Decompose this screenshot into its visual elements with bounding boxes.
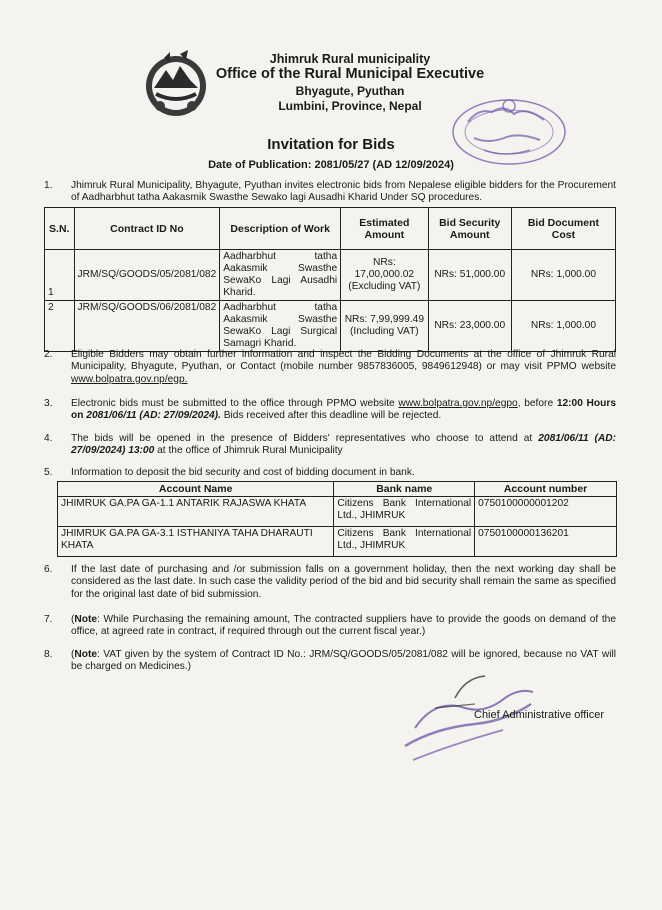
table-cell: 1 bbox=[45, 250, 75, 301]
page-title: Invitation for Bids bbox=[267, 136, 395, 153]
egpo-link[interactable]: www.bolpatra.gov.np/egpo bbox=[398, 398, 518, 409]
table-cell: Citizens Bank International Ltd., JHIMRUK bbox=[334, 497, 475, 527]
municipality-name: Jhimruk Rural municipality bbox=[269, 52, 431, 66]
table-row bbox=[58, 527, 617, 557]
item-number: 1. bbox=[44, 180, 53, 191]
item-body: Eligible Bidders may obtain further information and inspect the Bidding Documents at the office of Jhimruk Rural Municipality, Bhyagute, Pyuthan, or Contact (mobile number 9857836005, 9849612948) or may visit PPMO website bbox=[71, 349, 616, 373]
opening-date: 2081/06/11 (AD: 27/09/2024) 13:00 bbox=[71, 433, 616, 457]
column-header: Estimated Amount bbox=[341, 208, 428, 250]
note-label: Note bbox=[74, 649, 98, 660]
item-body: Electronic bids must be submitted to the office through PPMO website bbox=[71, 398, 395, 409]
bank-accounts-table bbox=[57, 481, 617, 557]
table-cell: NRs: 17,00,000.02 (Excluding VAT) bbox=[341, 250, 428, 301]
list-item-1 bbox=[44, 180, 616, 206]
item-number: 5. bbox=[44, 467, 53, 478]
table-cell: JHIMRUK GA.PA GA-3.1 ISTHANIYA TAHA DHARAUTI KHATA bbox=[58, 527, 334, 557]
item-body: The bids will be opened in the presence of Bidders' representatives who choose to attend at bbox=[71, 433, 533, 444]
item-body: : While Purchasing the remaining amount, The contracted suppliers have to provide the goods on demand of the office, at agreed rate in contract, if required through out the current fiscal year.) bbox=[71, 614, 616, 638]
list-item-6 bbox=[44, 564, 616, 602]
column-header: Bid Security Amount bbox=[428, 208, 511, 250]
column-header: Contract ID No bbox=[74, 208, 220, 250]
office-name: Office of the Rural Municipal Executive bbox=[215, 66, 485, 82]
item-text: If the last date of purchasing and /or submission falls on a government holiday, then the next working day shall be considered as the last date. In such case the validity period of the bid and bid security shall remain the same as specified for the original last date of bid submission. bbox=[71, 564, 616, 600]
item-text bbox=[71, 433, 616, 458]
table-cell: 0750100000136201 bbox=[475, 527, 617, 557]
table-cell: Aadharbhut tatha Aakasmik Swasthe SewaKo Lagi Surgical Samagri Kharid. bbox=[220, 301, 341, 352]
table-row bbox=[45, 250, 616, 301]
publication-date: Date of Publication: 2081/05/27 (AD 12/09/2024) bbox=[208, 159, 454, 171]
table-cell: NRs: 51,000.00 bbox=[428, 250, 511, 301]
table-row bbox=[58, 497, 617, 527]
item-number: 6. bbox=[44, 564, 53, 575]
column-header: S.N. bbox=[45, 208, 75, 250]
column-header: Bid Document Cost bbox=[511, 208, 615, 250]
table-cell: JRM/SQ/GOODS/06/2081/082 bbox=[74, 301, 220, 352]
item-text: Information to deposit the bid security and cost of bidding document in bank. bbox=[71, 467, 415, 478]
table-cell: 0750100000001202 bbox=[475, 497, 617, 527]
table-cell: JRM/SQ/GOODS/05/2081/082 bbox=[74, 250, 220, 301]
deadline-time: 12:00 Hours bbox=[556, 398, 616, 409]
item-number: 4. bbox=[44, 433, 53, 444]
table-cell: Citizens Bank International Ltd., JHIMRUK bbox=[334, 527, 475, 557]
deadline-date: 2081/06/11 (AD: 27/09/2024). bbox=[86, 410, 221, 422]
table-cell: Aadharbhut tatha Aakasmik Swasthe SewaKo Lagi Ausadhi Kharid. bbox=[220, 250, 341, 301]
column-header: Description of Work bbox=[220, 208, 341, 250]
list-item-5 bbox=[44, 467, 616, 480]
column-header: Account number bbox=[475, 482, 617, 497]
table-row bbox=[45, 301, 616, 352]
table-cell: 2 bbox=[45, 301, 75, 352]
table-cell: NRs: 23,000.00 bbox=[428, 301, 511, 352]
item-number: 3. bbox=[44, 398, 53, 409]
signature-label: Chief Administrative officer bbox=[474, 709, 605, 721]
list-item-7 bbox=[44, 614, 616, 640]
item-text: Jhimruk Rural Municipality, Bhyagute, Pyuthan invites electronic bids from Nepalese eligible bidders for the Procurement of Aadharbhut tatha Aakasmik Swasthe Sewako lagi Ausadhi Kharid Under SQ procedures. bbox=[71, 180, 616, 204]
item-number: 7. bbox=[44, 614, 53, 625]
item-text: (Note: VAT given by the system of Contract ID No.: JRM/SQ/GOODS/05/2081/082 will be ignored, because no VAT will be charged on Medicines.) bbox=[71, 649, 616, 673]
note-label: Note bbox=[74, 614, 98, 625]
address-line-2: Lumbini, Province, Nepal bbox=[278, 99, 422, 113]
list-item-4 bbox=[44, 433, 616, 459]
item-text bbox=[71, 398, 616, 423]
bids-table bbox=[44, 207, 616, 352]
column-header: Account Name bbox=[58, 482, 334, 497]
list-item-2 bbox=[44, 349, 616, 387]
ppmo-link[interactable]: www.bolpatra.gov.np/egp. bbox=[71, 373, 188, 385]
item-body: Bids received after this deadline will be rejected. bbox=[223, 410, 442, 422]
list-item-3 bbox=[44, 398, 616, 424]
table-header-row bbox=[45, 208, 616, 250]
item-body: , before bbox=[517, 398, 554, 409]
table-cell: NRs: 7,99,999.49 (Including VAT) bbox=[341, 301, 428, 352]
column-header: Bank name bbox=[334, 482, 475, 497]
item-text: (Note: While Purchasing the remaining amount, The contracted suppliers have to provide the goods on demand of the office, at agreed rate in contract, if required through out the current fiscal year.) bbox=[71, 614, 616, 638]
item-text bbox=[71, 349, 616, 386]
address-line-1: Bhyagute, Pyuthan bbox=[295, 84, 405, 98]
item-number: 8. bbox=[44, 649, 53, 660]
table-cell: NRs: 1,000.00 bbox=[511, 250, 615, 301]
item-body: at the office of Jhimruk Rural Municipality bbox=[157, 445, 343, 457]
table-header-row bbox=[58, 482, 617, 497]
table-cell: NRs: 1,000.00 bbox=[511, 301, 615, 352]
item-body: : VAT given by the system of Contract ID No.: JRM/SQ/GOODS/05/2081/082 will be ignored, because no VAT will be charged on Medicines.) bbox=[71, 649, 616, 673]
table-cell: JHIMRUK GA.PA GA-1.1 ANTARIK RAJASWA KHATA bbox=[58, 497, 334, 527]
item-number: 2. bbox=[44, 349, 53, 360]
deadline-on: on bbox=[71, 410, 84, 422]
